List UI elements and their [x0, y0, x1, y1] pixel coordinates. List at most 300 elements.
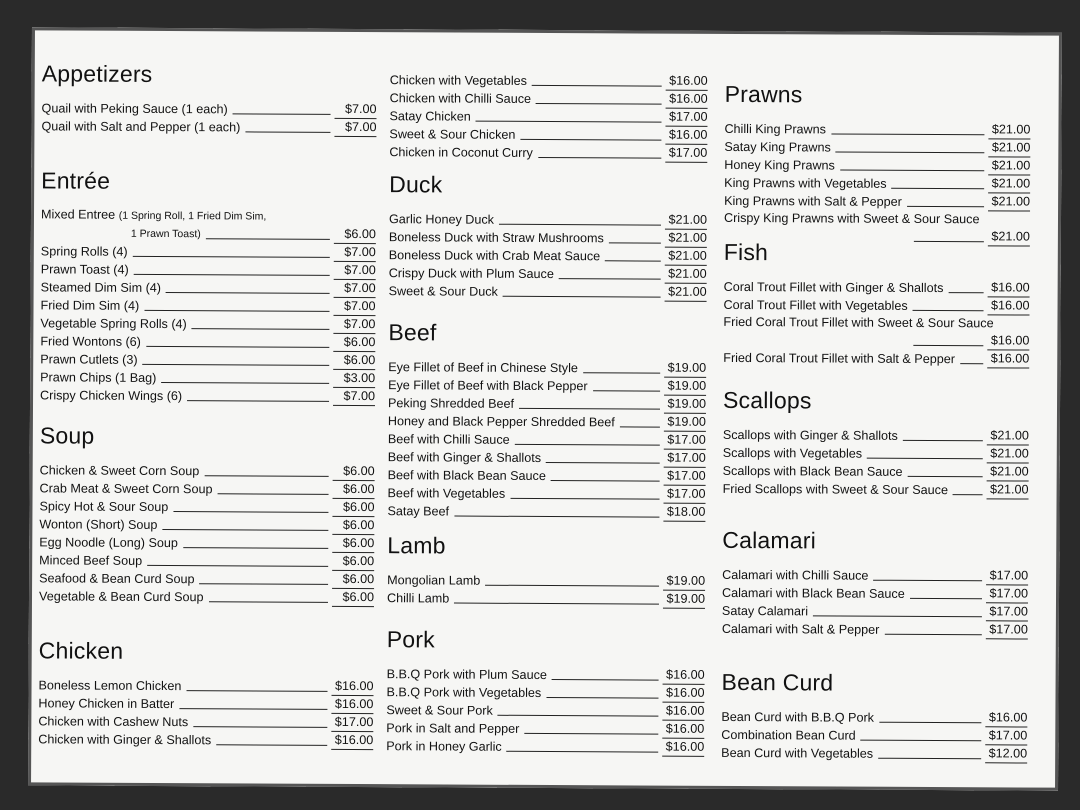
item-name: Scallops with Ginger & Shallots	[722, 427, 898, 443]
item-name: Honey and Black Pepper Shredded Beef	[387, 414, 615, 430]
leader-line	[519, 408, 660, 410]
leader-line	[907, 206, 984, 207]
leader-line	[520, 139, 661, 141]
menu-item	[389, 210, 707, 230]
item-price: $12.00	[985, 745, 1027, 763]
item-price: $16.00	[665, 127, 707, 145]
leader-line	[960, 363, 983, 364]
leader-line	[206, 238, 330, 240]
leader-line	[161, 382, 329, 384]
item-price: $16.00	[331, 696, 373, 714]
item-name: Fried Scallops with Sweet & Sour Sauce	[722, 481, 949, 498]
item-price: $17.00	[665, 145, 707, 163]
item-price: $16.00	[331, 732, 373, 750]
item-name: Chilli King Prawns	[724, 121, 827, 137]
menu-item	[390, 71, 708, 91]
leader-line	[913, 345, 983, 346]
item-name: Honey Chicken in Batter	[38, 696, 175, 712]
leader-line	[143, 364, 330, 366]
item-name: King Prawns with Salt & Pepper	[724, 193, 902, 209]
leader-line	[605, 260, 661, 261]
leader-line	[499, 224, 661, 226]
item-price: $7.00	[335, 101, 377, 119]
section-entree	[40, 167, 376, 406]
menu-item	[724, 296, 1030, 316]
item-name: King Prawns with Vegetables	[724, 175, 887, 191]
item-name: Beef with Vegetables	[387, 486, 506, 501]
leader-line	[162, 529, 328, 531]
leader-line	[903, 440, 983, 441]
item-name: Mongolian Lamb	[387, 573, 481, 588]
item-name: Vegetable Spring Rolls (4)	[40, 316, 187, 332]
item-price: $21.00	[665, 212, 707, 230]
menu-column-3	[721, 31, 1031, 761]
section-heading: Lamb	[387, 532, 446, 559]
item-name: Seafood & Bean Curd Soup	[39, 571, 195, 587]
leader-line	[147, 565, 328, 567]
section-prawns	[724, 81, 1031, 247]
item-name: Chicken with Chilli Sauce	[389, 91, 532, 106]
menu-item	[38, 694, 373, 714]
leader-line	[204, 475, 328, 477]
item-name: Pork in Salt and Pepper	[386, 721, 520, 736]
leader-line	[546, 462, 660, 464]
item-name: Boneless Duck with Straw Mushrooms	[388, 230, 604, 246]
item-price: $18.00	[663, 504, 705, 522]
leader-line	[233, 113, 331, 115]
menu-item	[42, 99, 377, 119]
item-price: $16.00	[331, 678, 373, 696]
leader-line	[454, 516, 659, 518]
item-name: Fried Coral Trout Fillet with Salt & Pepper	[723, 350, 955, 367]
item-name: Boneless Lemon Chicken	[38, 678, 182, 694]
item-price: $21.00	[665, 266, 707, 284]
item-name: Spicy Hot & Sour Soup	[39, 499, 169, 515]
item-price: $17.00	[986, 603, 1028, 621]
leader-line	[186, 690, 327, 692]
leader-line	[144, 310, 329, 312]
item-price: $6.00	[333, 481, 375, 499]
item-name: Wonton (Short) Soup	[39, 517, 158, 532]
item-price: $17.00	[664, 432, 706, 450]
item-price: $17.00	[985, 727, 1027, 745]
item-name: Quail with Peking Sauce (1 each)	[41, 101, 228, 117]
item-price: $16.00	[987, 297, 1029, 315]
item-price: $6.00	[334, 226, 376, 244]
leader-line	[813, 615, 982, 617]
item-name: Beef with Ginger & Shallots	[387, 450, 542, 465]
item-name: Coral Trout Fillet with Ginger & Shallots	[723, 279, 944, 296]
item-name: Crab Meat & Sweet Corn Soup	[39, 481, 213, 497]
item-price: $19.00	[664, 396, 706, 414]
item-name: Sweet & Sour Chicken	[389, 127, 516, 142]
menu-item	[389, 264, 707, 284]
item-name: Satay Calamari	[721, 603, 809, 619]
item-price: $17.00	[986, 585, 1028, 603]
leader-line	[476, 121, 662, 123]
menu-item	[721, 744, 1027, 764]
section-heading: Soup	[39, 422, 95, 449]
item-name: Crispy King Prawns with Sweet & Sour Sauce	[723, 210, 980, 227]
menu-item	[39, 551, 374, 571]
section-appetizers	[41, 60, 376, 137]
item-price: $17.00	[664, 486, 706, 504]
menu-item	[722, 566, 1028, 586]
item-price: $21.00	[987, 445, 1029, 463]
menu-item	[721, 726, 1027, 746]
leader-line	[166, 292, 330, 294]
leader-line	[879, 722, 981, 724]
item-price: $21.00	[665, 284, 707, 302]
item-price: $17.00	[664, 468, 706, 486]
item-name: Beef with Black Bean Sauce	[387, 468, 546, 484]
menu-item	[39, 587, 374, 607]
item-name: Prawn Chips (1 Bag)	[40, 370, 157, 385]
leader-line	[217, 493, 328, 495]
item-name: Satay Beef	[387, 504, 450, 519]
leader-line	[133, 256, 330, 258]
item-name: Peking Shredded Beef	[387, 396, 515, 411]
menu-item	[387, 571, 705, 591]
menu-item	[388, 484, 706, 504]
item-price: $6.00	[333, 352, 375, 370]
section-heading: Pork	[386, 626, 435, 653]
item-price: $7.00	[334, 244, 376, 262]
leader-line	[551, 480, 660, 482]
leader-line	[192, 328, 330, 330]
leader-line	[507, 751, 659, 753]
menu-item	[38, 676, 373, 696]
leader-line	[913, 310, 984, 311]
item-price: $17.00	[986, 621, 1028, 639]
item-price: $16.00	[666, 73, 708, 91]
item-price: $7.00	[334, 262, 376, 280]
item-price: $16.00	[666, 91, 708, 109]
menu-item	[722, 602, 1028, 622]
leader-line	[193, 726, 327, 728]
menu-item	[724, 156, 1030, 176]
item-name: Fried Coral Trout Fillet with Sweet & Sour Sauce	[723, 314, 994, 331]
menu-item	[390, 89, 708, 109]
section-heading: Entrée	[41, 167, 111, 194]
menu-item	[40, 386, 375, 406]
item-price: $21.00	[988, 139, 1030, 157]
item-name: Garlic Honey Duck	[388, 212, 495, 227]
item-price: $19.00	[664, 360, 706, 378]
menu-item	[40, 350, 375, 370]
item-name: Mixed Entree	[40, 207, 116, 222]
menu-item	[41, 206, 376, 226]
menu-item	[388, 394, 706, 414]
item-name: Fried Dim Sim (4)	[40, 298, 140, 313]
item-price: $16.00	[987, 350, 1029, 368]
leader-line	[536, 103, 662, 105]
item-name: Sweet & Sour Duck	[388, 284, 498, 299]
item-name: Vegetable & Bean Curd Soup	[38, 589, 204, 605]
leader-line	[878, 758, 981, 760]
leader-line	[953, 494, 983, 495]
leader-line	[620, 426, 660, 427]
item-detail: 1 Prawn Toast)	[130, 227, 201, 241]
leader-line	[609, 242, 661, 243]
item-name: B.B.Q Pork with Plum Sauce	[386, 667, 547, 683]
section-beef	[387, 319, 706, 522]
section-heading: Duck	[389, 171, 443, 198]
menu-item	[40, 461, 375, 481]
item-price: $6.00	[332, 553, 374, 571]
item-name: Satay Chicken	[389, 109, 471, 124]
leader-line	[510, 498, 659, 500]
menu-column-2	[386, 29, 708, 754]
item-name: Chicken with Ginger & Shallots	[38, 732, 212, 748]
leader-line	[454, 603, 659, 605]
menu-item	[387, 665, 705, 685]
leader-line	[515, 444, 660, 446]
item-price: $7.00	[333, 298, 375, 316]
item-name: Bean Curd with Vegetables	[721, 745, 874, 761]
item-price: $21.00	[988, 121, 1030, 139]
item-price: $7.00	[333, 316, 375, 334]
menu-item	[724, 278, 1030, 298]
leader-line	[209, 601, 328, 603]
menu-item	[41, 117, 376, 137]
item-price: $6.00	[332, 571, 374, 589]
menu-item	[723, 480, 1029, 500]
menu-item	[39, 569, 374, 589]
item-name: Scallops with Black Bean Sauce	[722, 463, 903, 479]
item-name: Calamari with Chilli Sauce	[722, 567, 869, 583]
item-price: $6.00	[333, 334, 375, 352]
item-name: Sweet & Sour Pork	[386, 703, 493, 718]
item-price: $16.00	[985, 709, 1027, 727]
leader-line	[532, 85, 662, 87]
leader-line	[179, 708, 327, 710]
item-name: Chicken with Cashew Nuts	[38, 714, 189, 730]
menu-item	[40, 296, 375, 316]
leader-line	[840, 170, 984, 172]
item-price: $21.00	[988, 228, 1030, 246]
item-price: $16.00	[662, 685, 704, 703]
menu-item	[724, 174, 1030, 194]
item-price: $19.00	[664, 414, 706, 432]
leader-line	[884, 634, 982, 636]
item-name: Eye Fillet of Beef with Black Pepper	[388, 378, 588, 394]
item-name: Quail with Salt and Pepper (1 each)	[41, 119, 241, 135]
leader-line	[892, 188, 985, 189]
menu-item	[387, 502, 705, 522]
leader-line	[593, 390, 661, 391]
item-price: $16.00	[662, 721, 704, 739]
item-price: $6.00	[332, 517, 374, 535]
item-price: $19.00	[663, 591, 705, 609]
item-name: Combination Bean Curd	[721, 727, 856, 743]
item-price: $7.00	[333, 388, 375, 406]
leader-line	[552, 679, 659, 681]
item-name: Calamari with Black Bean Sauce	[722, 585, 905, 601]
item-price: $16.00	[662, 739, 704, 757]
menu-item	[389, 107, 707, 127]
leader-line	[503, 296, 661, 298]
item-price: $16.00	[662, 703, 704, 721]
leader-line	[861, 740, 982, 742]
section-heading: Prawns	[724, 80, 803, 108]
section-heading: Beef	[388, 319, 437, 346]
menu-item	[41, 260, 376, 280]
menu-item	[723, 444, 1029, 464]
item-name: Minced Beef Soup	[39, 553, 143, 568]
section-heading: Scallops	[722, 386, 812, 414]
item-detail: (1 Spring Roll, 1 Fried Dim Sim,	[118, 209, 267, 223]
menu-item	[41, 278, 376, 298]
item-name: Egg Noodle (Long) Soup	[39, 535, 178, 551]
item-price: $16.00	[987, 332, 1029, 350]
section-calamari	[722, 527, 1029, 640]
section-lamb	[387, 532, 705, 609]
item-price: $16.00	[663, 667, 705, 685]
menu-item	[39, 533, 374, 553]
menu-item	[387, 589, 705, 609]
menu-item	[723, 462, 1029, 482]
section-bean-curd	[721, 669, 1027, 764]
item-name: Prawn Cutlets (3)	[40, 352, 138, 367]
menu-item	[388, 376, 706, 396]
menu-page	[28, 27, 1062, 790]
section-pork	[386, 626, 705, 757]
item-name: Pork in Honey Garlic	[386, 739, 502, 754]
item-price: $6.00	[333, 463, 375, 481]
section-soup	[39, 422, 375, 607]
item-name: Chilli Lamb	[386, 591, 450, 606]
item-price: $21.00	[987, 463, 1029, 481]
item-name: Spring Rolls (4)	[40, 244, 128, 259]
menu-item	[38, 712, 373, 732]
leader-line	[583, 372, 660, 373]
section-heading: Bean Curd	[721, 668, 834, 696]
section-heading: Fish	[723, 238, 769, 266]
menu-item	[40, 332, 375, 352]
item-name: B.B.Q Pork with Vegetables	[386, 685, 542, 700]
item-name: Fried Wontons (6)	[40, 334, 141, 349]
menu-item	[386, 719, 704, 739]
menu-item	[39, 515, 374, 535]
menu-item	[721, 708, 1027, 728]
section-heading: Calamari	[722, 526, 817, 554]
item-price: $6.00	[332, 535, 374, 553]
item-price: $21.00	[665, 230, 707, 248]
item-price: $21.00	[987, 481, 1029, 499]
item-price: $21.00	[987, 427, 1029, 445]
menu-item	[388, 466, 706, 486]
leader-line	[910, 598, 982, 599]
item-price: $17.00	[331, 714, 373, 732]
menu-item	[389, 125, 707, 145]
leader-line	[200, 583, 329, 585]
menu-item	[722, 584, 1028, 604]
leader-line	[173, 511, 328, 513]
section-fish	[723, 239, 1030, 369]
item-price: $3.00	[333, 370, 375, 388]
menu-item	[388, 448, 706, 468]
leader-line	[485, 585, 659, 587]
item-name: Prawn Toast (4)	[40, 262, 129, 277]
item-name: Calamari with Salt & Pepper	[721, 621, 880, 637]
leader-line	[134, 274, 330, 276]
leader-line	[873, 580, 982, 582]
leader-line	[187, 400, 329, 402]
item-price: $21.00	[665, 248, 707, 266]
menu-item	[386, 701, 704, 721]
menu-item-cont	[41, 224, 376, 244]
item-name: Eye Fillet of Beef in Chinese Style	[388, 360, 578, 376]
menu-item	[724, 120, 1030, 140]
menu-item	[389, 143, 707, 163]
item-name: Crispy Duck with Plum Sauce	[388, 266, 554, 282]
leader-line	[524, 733, 658, 735]
item-price: $21.00	[988, 157, 1030, 175]
section-heading: Appetizers	[41, 60, 153, 87]
section-chicken-cont	[389, 71, 707, 163]
item-price: $16.00	[988, 279, 1030, 297]
item-price: $6.00	[332, 589, 374, 607]
menu-item	[386, 683, 704, 703]
leader-line	[948, 292, 983, 293]
leader-line	[559, 278, 661, 280]
menu-item	[386, 737, 704, 757]
item-price: $7.00	[334, 280, 376, 298]
leader-line	[245, 131, 330, 132]
item-name: Beef with Chilli Sauce	[387, 432, 510, 447]
item-name: Honey King Prawns	[724, 157, 835, 173]
item-name: Steamed Dim Sim (4)	[40, 280, 162, 295]
item-price: $21.00	[988, 193, 1030, 211]
item-price: $19.00	[664, 378, 706, 396]
section-chicken	[38, 637, 374, 750]
leader-line	[498, 715, 659, 717]
item-name: Chicken & Sweet Corn Soup	[39, 463, 200, 479]
item-name: Chicken in Coconut Curry	[389, 145, 533, 160]
leader-line	[146, 346, 329, 348]
leader-line	[183, 547, 328, 549]
item-name: Boneless Duck with Crab Meat Sauce	[388, 248, 601, 264]
item-name: Chicken with Vegetables	[389, 73, 527, 88]
item-name: Scallops with Vegetables	[722, 445, 863, 461]
leader-line	[216, 744, 327, 746]
item-name: Crispy Chicken Wings (6)	[40, 388, 183, 404]
item-price: $19.00	[663, 573, 705, 591]
leader-line	[546, 697, 658, 699]
item-name: Satay King Prawns	[724, 139, 831, 155]
menu-item	[40, 314, 375, 334]
menu-item	[389, 246, 707, 266]
section-heading: Chicken	[38, 637, 124, 664]
item-price: $17.00	[664, 450, 706, 468]
menu-item	[40, 479, 375, 499]
menu-item	[722, 620, 1028, 640]
menu-item	[40, 368, 375, 388]
item-price: $17.00	[986, 567, 1028, 585]
item-price: $17.00	[665, 109, 707, 127]
menu-item	[41, 242, 376, 262]
leader-line	[908, 476, 983, 477]
menu-item	[388, 358, 706, 378]
leader-line	[836, 152, 985, 154]
menu-item	[38, 730, 373, 750]
menu-item	[39, 497, 374, 517]
leader-line	[538, 157, 662, 159]
item-price: $21.00	[988, 175, 1030, 193]
menu-item	[389, 228, 707, 248]
leader-line	[867, 458, 983, 460]
